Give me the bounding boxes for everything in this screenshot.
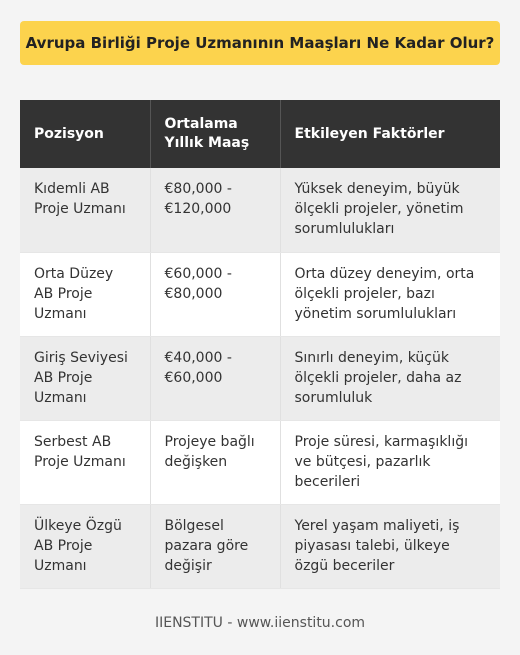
cell-salary: Projeye bağlı değişken [150,420,280,504]
table-header-row [20,100,500,168]
cell-factors: Proje süresi, karmaşıklığı ve bütçesi, pazarlık becerileri [280,420,500,504]
cell-factors: Yerel yaşam maliyeti, iş piyasası talebi, ülkeye özgü beceriler [280,504,500,588]
cell-position: Ülkeye Özgü AB Proje Uzmanı [20,504,150,588]
table-row [20,504,500,588]
header-factors: Etkileyen Faktörler [280,100,500,168]
cell-position: Orta Düzey AB Proje Uzmanı [20,252,150,336]
salary-table [20,100,500,589]
header-position: Pozisyon [20,100,150,168]
title-banner [20,21,500,65]
cell-salary: €80,000 - €120,000 [150,168,280,252]
cell-position: Giriş Seviyesi AB Proje Uzmanı [20,336,150,420]
cell-salary: €40,000 - €60,000 [150,336,280,420]
table-row [20,252,500,336]
cell-salary: Bölgesel pazara göre değişir [150,504,280,588]
table-row [20,168,500,252]
cell-position: Kıdemli AB Proje Uzmanı [20,168,150,252]
table-row [20,336,500,420]
cell-factors: Yüksek deneyim, büyük ölçekli projeler, yönetim sorumlulukları [280,168,500,252]
cell-factors: Orta düzey deneyim, orta ölçekli projeler, bazı yönetim sorumlulukları [280,252,500,336]
cell-salary: €60,000 - €80,000 [150,252,280,336]
table-row [20,420,500,504]
page-title: Avrupa Birliği Proje Uzmanının Maaşları Ne Kadar Olur? [25,34,495,52]
header-salary: Ortalama Yıllık Maaş [150,100,280,168]
cell-position: Serbest AB Proje Uzmanı [20,420,150,504]
footer-credit: IIENSTITU - www.iienstitu.com [154,615,366,631]
cell-factors: Sınırlı deneyim, küçük ölçekli projeler, daha az sorumluluk [280,336,500,420]
